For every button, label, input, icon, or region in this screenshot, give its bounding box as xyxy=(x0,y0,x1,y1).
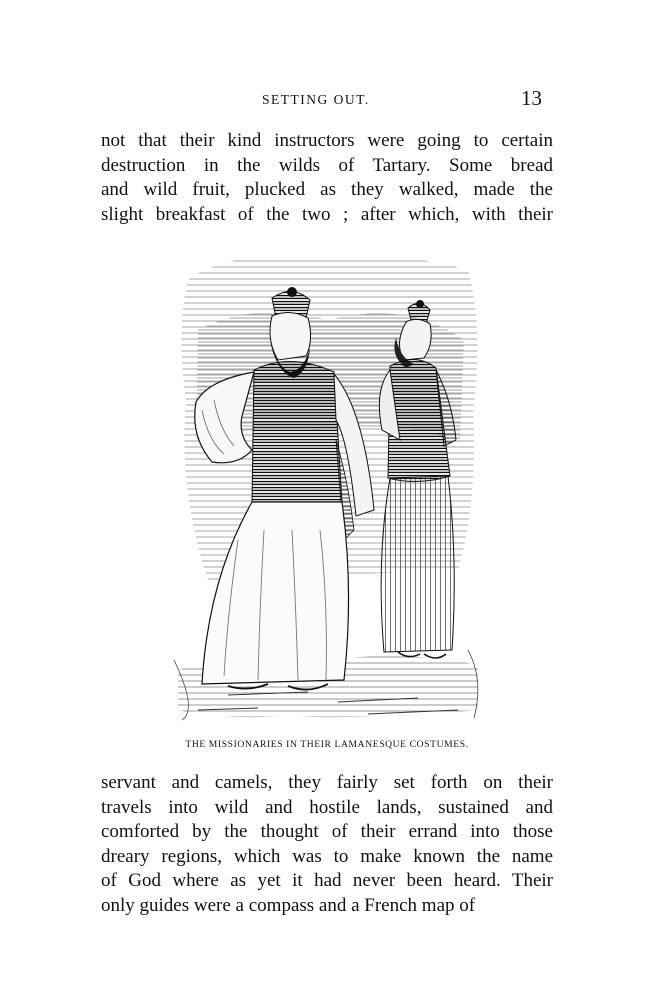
paragraph-top xyxy=(101,129,553,227)
text-line: dreary regions, which was to make known the name xyxy=(101,845,553,867)
text-line: comforted by the thought of their errand into those xyxy=(101,821,553,843)
text-line: not that their kind instructors were going to certain xyxy=(101,130,553,151)
text-line: of God where as yet it had never been heard. Their xyxy=(101,870,553,892)
engraving-illustration xyxy=(168,240,484,728)
text-line: only guides were a compass and a French map of xyxy=(101,894,476,916)
paragraph-bottom xyxy=(101,771,553,919)
figure-caption: THE MISSIONARIES IN THEIR LAMANESQUE COSTUMES. xyxy=(185,739,469,750)
text-line: travels into wild and hostile lands, sustained and xyxy=(101,796,553,818)
text-line: destruction in the wilds of Tartary. Some bread xyxy=(101,154,553,176)
engraving-image xyxy=(168,240,484,728)
page-number: 13 xyxy=(521,86,542,110)
text-line: and wild fruit, plucked as they walked, made the xyxy=(101,179,553,201)
text-line: slight breakfast of the two ; after which, with their xyxy=(101,203,553,225)
running-title: SETTING OUT. xyxy=(262,92,370,107)
text-line: servant and camels, they fairly set forth on their xyxy=(101,772,553,793)
running-head xyxy=(0,88,648,112)
